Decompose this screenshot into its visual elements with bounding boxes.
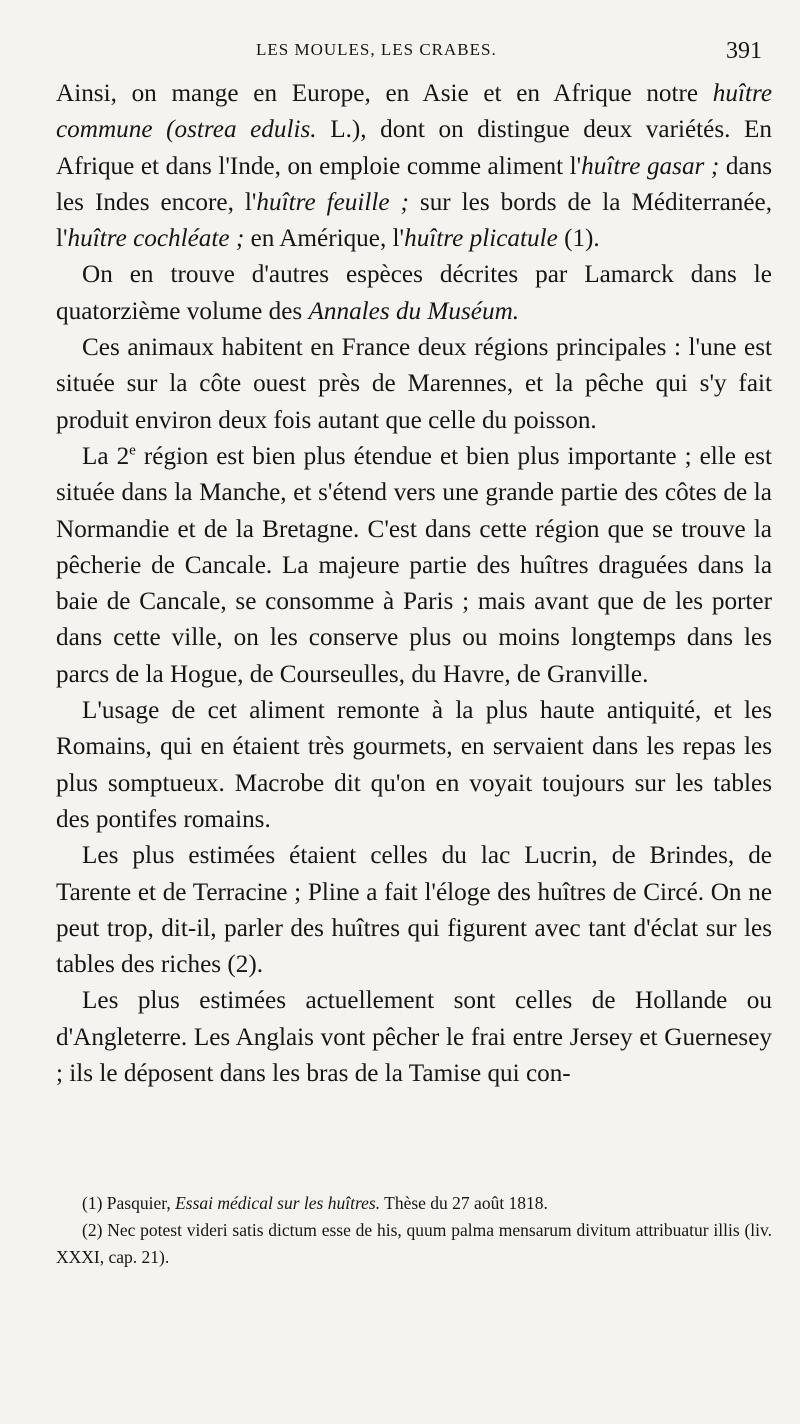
text-run: On en trouve d'autres espèces décrites par Lamarck dans le quatorzième volume des: [56, 261, 772, 325]
italic-run: huître plicatule: [404, 225, 558, 253]
paragraph-5: L'usage de cet aliment remonte à la plus haute antiquité, et les Romains, qui en étaient très gourmets, en servaient dans les repas les plus somptueux. Macrobe dit qu'on en voyait toujours sur les tables des pontifes romains.: [56, 697, 772, 833]
italic-run: huître cochléate ;: [67, 225, 245, 253]
text-run: La 2: [82, 442, 130, 470]
paragraph-2: [56, 257, 772, 330]
italic-run: huître commune (ostrea edulis.: [56, 80, 772, 144]
text-run: (1) Pasquier,: [82, 1193, 176, 1213]
paragraph-4: [56, 439, 772, 693]
text-run: dans les Indes encore, l': [56, 152, 772, 216]
text-run: sur les bords de la Méditerranée, l': [56, 188, 773, 253]
page-number: 391: [726, 38, 762, 64]
text-run: L.), dont on distingue deux variétés. En Afrique et dans l'Inde, on emploie comme aliment l': [56, 116, 772, 180]
paragraph-3: Ces animaux habitent en France deux régions principales : l'une est située sur la côte ouest près de Marennes, et la pêche qui s'y fait produit environ deux fois autant que celle du poisson.: [56, 334, 772, 434]
paragraph-1: [56, 76, 772, 257]
footnote-2: (2) Nec potest videri satis dictum esse de his, quum palma mensarum divitum attribuatur illis (liv. XXXI, cap. 21).: [56, 1220, 772, 1267]
footnotes: [56, 1190, 772, 1271]
body-text: [56, 76, 772, 1092]
italic-run: Annales du Muséum.: [308, 297, 520, 325]
italic-run: huître gasar ;: [581, 152, 720, 180]
italic-run: Essai médical sur les huîtres.: [175, 1193, 381, 1213]
footnote-1: [56, 1190, 772, 1217]
text-run: Ainsi, on mange en Europe, en Asie et en Afrique notre: [56, 80, 713, 107]
italic-run: huître feuille ;: [256, 188, 409, 216]
text-run: (1).: [557, 225, 600, 253]
paragraph-6: Les plus estimées étaient celles du lac Lucrin, de Brindes, de Tarente et de Terracine ; Pline a fait l'éloge des huîtres de Circé. On ne peut trop, dit-il, parler des huîtres qui figurent avec tant d'éclat sur les tables des riches (2).: [56, 842, 772, 979]
superscript: e: [129, 442, 136, 459]
text-run: en Amérique, l': [244, 225, 405, 253]
text-run: région est bien plus étendue et bien plus importante ; elle est située dans la Manche, et s'étend vers une grande partie des côtes de la Normandie et de la Bretagne. C'est dans cette région que se trouve la pêcherie de Cancale. La majeure partie des huîtres draguées dans la baie de Cancale, se consomme à Paris ; mais avant que de les porter dans cette ville, on les conserve plus ou moins longtemps dans les parcs de la Hogue, de Courseulles, du Havre, de Granville.: [56, 442, 772, 688]
paragraph-7: Les plus estimées actuellement sont celles de Hollande ou d'Angleterre. Les Anglais vont pêcher le frai entre Jersey et Guernesey ; ils le déposent dans les bras de la Tamise qui con-: [56, 987, 772, 1088]
text-run: Thèse du 27 août 1818.: [380, 1193, 548, 1213]
running-title: LES MOULES, LES CRABES.: [256, 40, 497, 59]
running-head: [56, 38, 772, 78]
